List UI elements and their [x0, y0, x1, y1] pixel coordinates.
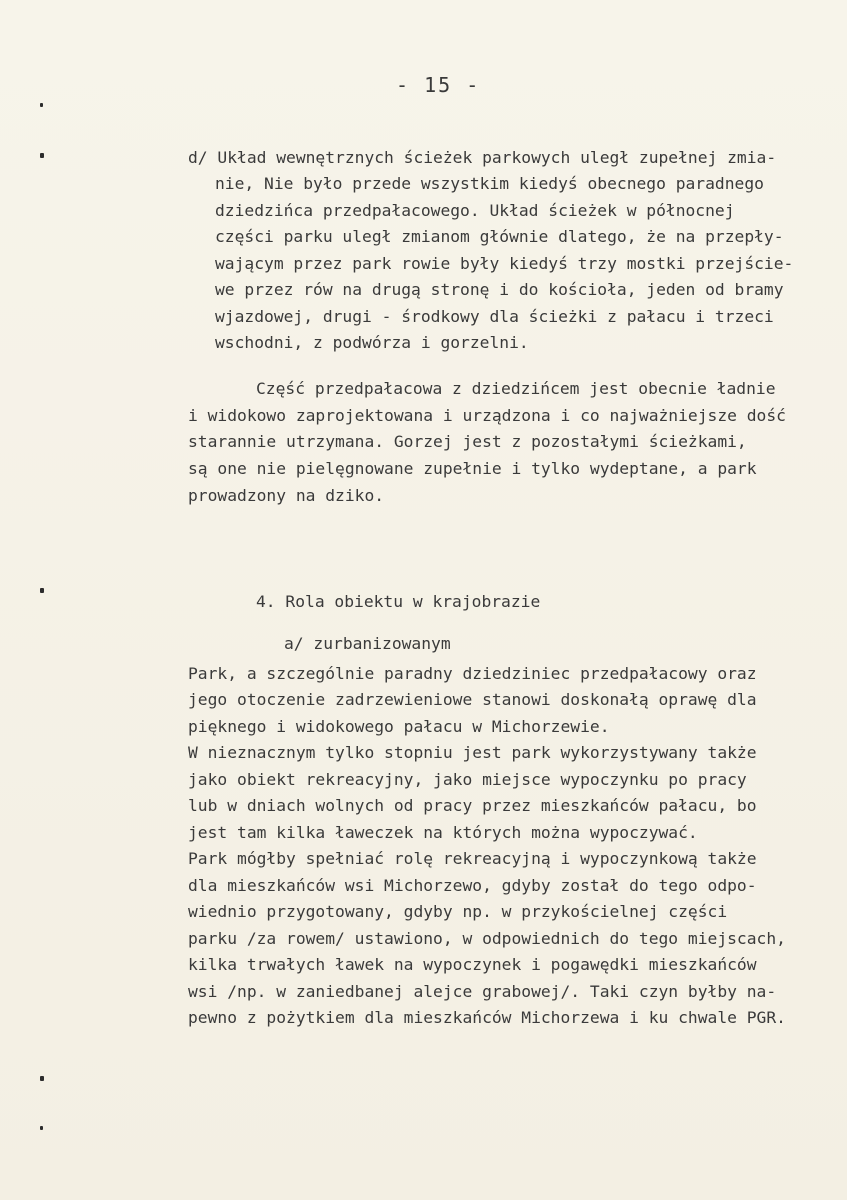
text-line: W nieznacznym tylko stopniu jest park wykorzystywany także [188, 743, 757, 762]
text-line: jako obiekt rekreacyjny, jako miejsce wypoczynku po pracy [188, 770, 747, 789]
margin-mark [40, 1076, 44, 1081]
margin-mark [40, 153, 44, 158]
text-line: starannie utrzymana. Gorzej jest z pozostałymi ścieżkami, [188, 432, 747, 451]
text-line: wającym przez park rowie były kiedyś trzy mostki przejście- [215, 254, 794, 273]
text-line: kilka trwałych ławek na wypoczynek i pogawędki mieszkańców [188, 955, 757, 974]
text-line: Część przedpałacowa z dziedzińcem jest obecnie ładnie [256, 379, 776, 398]
text-line: są one nie pielęgnowane zupełnie i tylko wydeptane, a park [188, 459, 757, 478]
text-line: dla mieszkańców wsi Michorzewo, gdyby został do tego odpo- [188, 876, 757, 895]
text-line: jest tam kilka ławeczek na których można wypoczywać. [188, 823, 698, 842]
text-line: Park, a szczególnie paradny dziedziniec przedpałacowy oraz [188, 664, 757, 683]
text-line: prowadzony na dziko. [188, 486, 385, 505]
page-number: - 15 - [396, 73, 481, 97]
text-line: wsi /np. w zaniedbanej alejce grabowej/. Taki czyn byłby na- [188, 982, 777, 1001]
text-line: wjazdowej, drugi - środkowy dla ścieżki z pałacu i trzeci [215, 307, 774, 326]
text-line: Park mógłby spełniać rolę rekreacyjną i wypoczynkową także [188, 849, 757, 868]
text-line: pięknego i widokowego pałacu w Michorzewie. [188, 717, 610, 736]
text-line: dziedzińca przedpałacowego. Układ ścieżek w północnej [215, 201, 735, 220]
section-subheading: a/ zurbanizowanym [284, 634, 451, 653]
text-line: jego otoczenie zadrzewieniowe stanowi doskonałą oprawę dla [188, 690, 757, 709]
text-line: i widokowo zaprojektowana i urządzona i co najważniejsze dość [188, 406, 786, 425]
text-line: pewno z pożytkiem dla mieszkańców Michorzewa i ku chwale PGR. [188, 1008, 786, 1027]
text-line: we przez rów na drugą stronę i do kościoła, jeden od bramy [215, 280, 784, 299]
text-line: wschodni, z podwórza i gorzelni. [215, 333, 529, 352]
margin-mark [40, 1126, 43, 1130]
text-line: parku /za rowem/ ustawiono, w odpowiednich do tego miejscach, [188, 929, 786, 948]
text-line: nie, Nie było przede wszystkim kiedyś obecnego paradnego [215, 174, 764, 193]
text-line: lub w dniach wolnych od pracy przez mieszkańców pałacu, bo [188, 796, 757, 815]
text-line: części parku uległ zmianom głównie dlatego, że na przepły- [215, 227, 784, 246]
margin-mark [40, 103, 43, 107]
section-heading: 4. Rola obiektu w krajobrazie [256, 592, 541, 611]
margin-mark [40, 588, 44, 593]
text-line: wiednio przygotowany, gdyby np. w przykościelnej części [188, 902, 728, 921]
text-line: d/ Układ wewnętrznych ścieżek parkowych uległ zupełnej zmia- [188, 148, 777, 167]
